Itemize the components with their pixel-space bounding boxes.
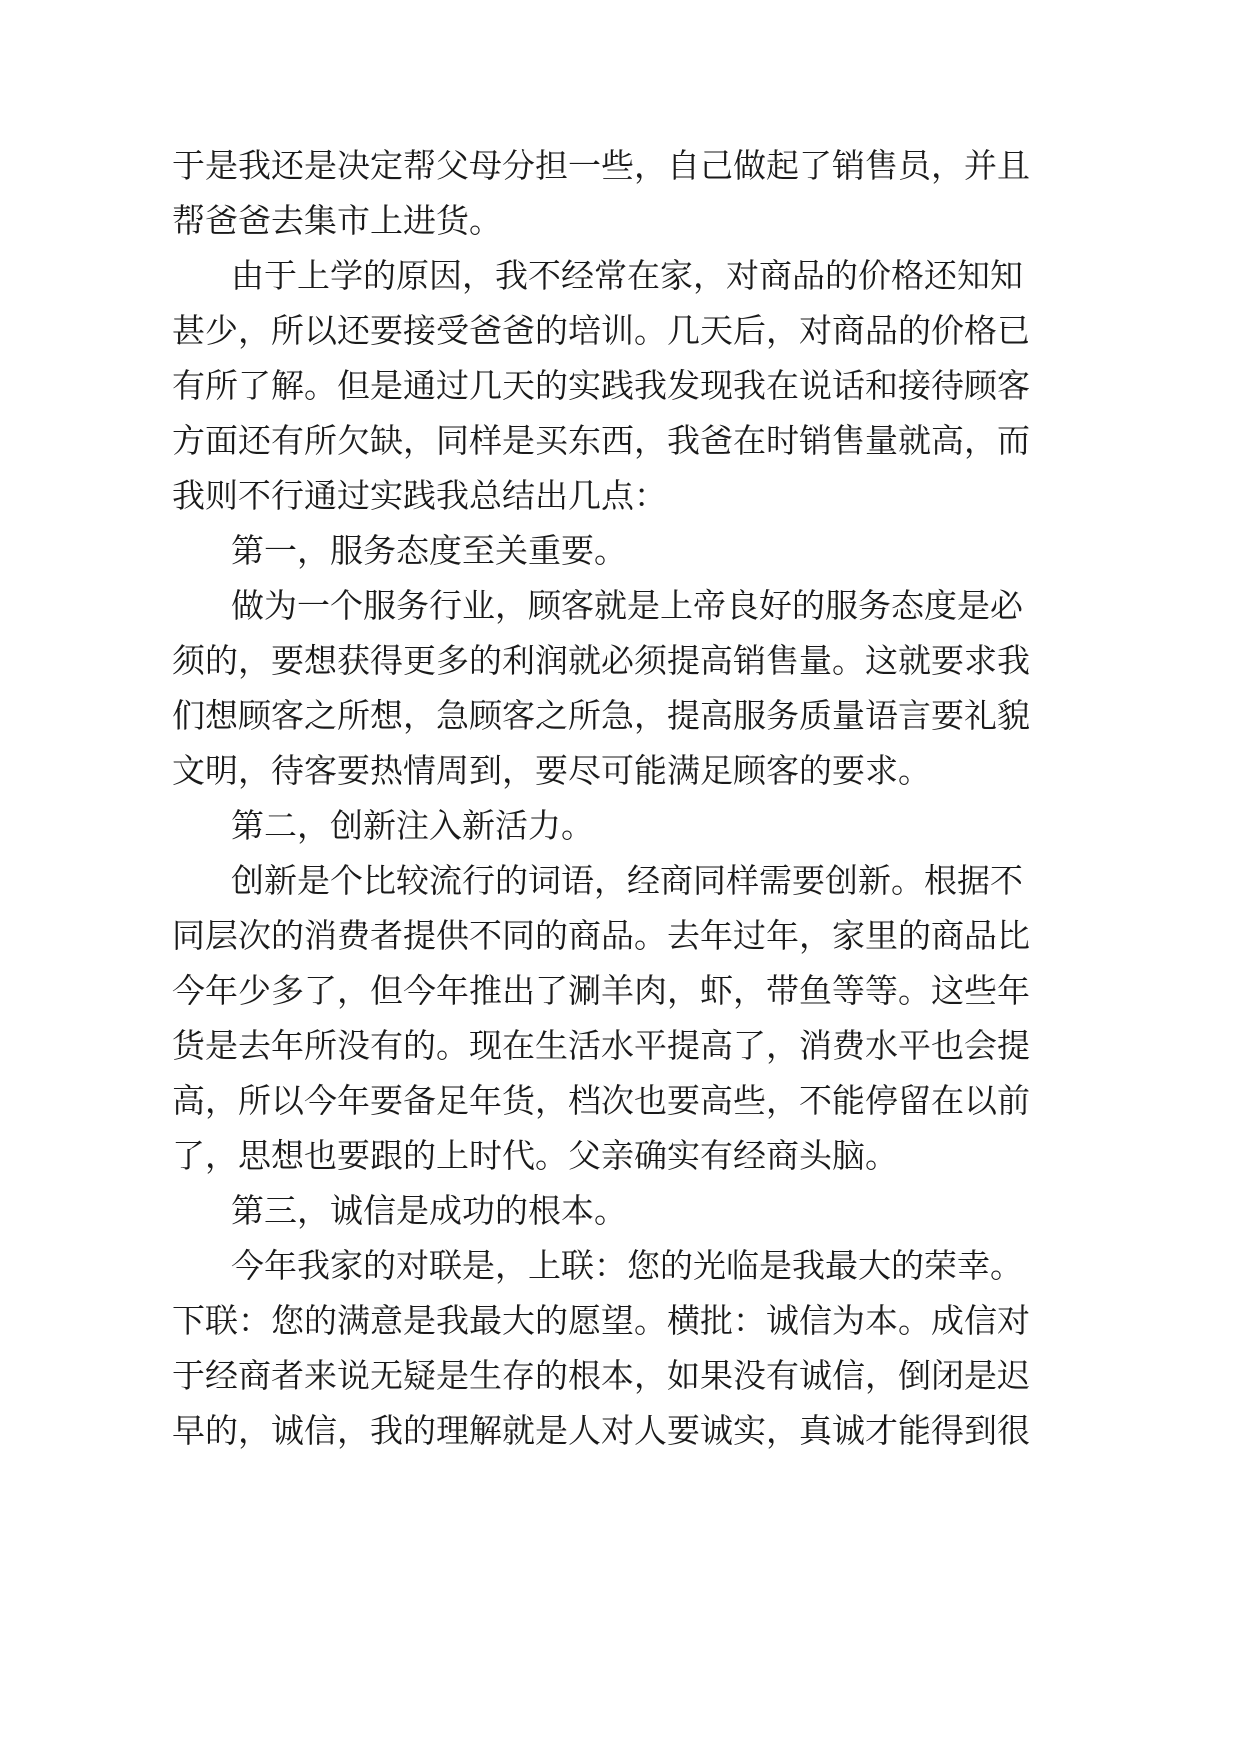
- text-line: 帮爸爸去集市上进货。: [172, 201, 502, 240]
- text-line: 货是去年所没有的。现在生活水平提高了，消费水平也会提: [172, 1026, 1030, 1065]
- text-line: 方面还有所欠缺，同样是买东西，我爸在时销售量就高，而: [172, 421, 1030, 460]
- text-line: 了，思想也要跟的上时代。父亲确实有经商头脑。: [172, 1136, 898, 1175]
- text-line: 做为一个服务行业，顾客就是上帝良好的服务态度是必: [231, 586, 1023, 625]
- text-line: 高，所以今年要备足年货，档次也要高些，不能停留在以前: [172, 1081, 1030, 1120]
- section-heading: 第一，服务态度至关重要。: [231, 531, 627, 570]
- text-line: 于是我还是决定帮父母分担一些，自己做起了销售员，并且: [172, 146, 1030, 185]
- text-line: 有所了解。但是通过几天的实践我发现我在说话和接待顾客: [172, 366, 1030, 405]
- section-heading: 第三，诚信是成功的根本。: [231, 1191, 627, 1230]
- text-line: 早的，诚信，我的理解就是人对人要诚实，真诚才能得到很: [172, 1411, 1030, 1450]
- text-line: 于经商者来说无疑是生存的根本，如果没有诚信，倒闭是迟: [172, 1356, 1030, 1395]
- text-line: 下联：您的满意是我最大的愿望。横批：诚信为本。成信对: [172, 1301, 1030, 1340]
- text-line: 由于上学的原因，我不经常在家，对商品的价格还知知: [231, 256, 1023, 295]
- text-line: 们想顾客之所想，急顾客之所急，提高服务质量语言要礼貌: [172, 696, 1030, 735]
- text-line: 今年我家的对联是，上联：您的光临是我最大的荣幸。: [231, 1246, 1023, 1285]
- text-line: 文明，待客要热情周到，要尽可能满足顾客的要求。: [172, 751, 931, 790]
- text-line: 同层次的消费者提供不同的商品。去年过年，家里的商品比: [172, 916, 1030, 955]
- text-line: 今年少多了，但今年推出了涮羊肉，虾，带鱼等等。这些年: [172, 971, 1030, 1010]
- text-line: 甚少，所以还要接受爸爸的培训。几天后，对商品的价格已: [172, 311, 1030, 350]
- section-heading: 第二，创新注入新活力。: [231, 806, 594, 845]
- text-line: 我则不行通过实践我总结出几点：: [172, 476, 667, 515]
- text-line: 创新是个比较流行的词语，经商同样需要创新。根据不: [231, 861, 1023, 900]
- text-line: 须的，要想获得更多的利润就必须提高销售量。这就要求我: [172, 641, 1030, 680]
